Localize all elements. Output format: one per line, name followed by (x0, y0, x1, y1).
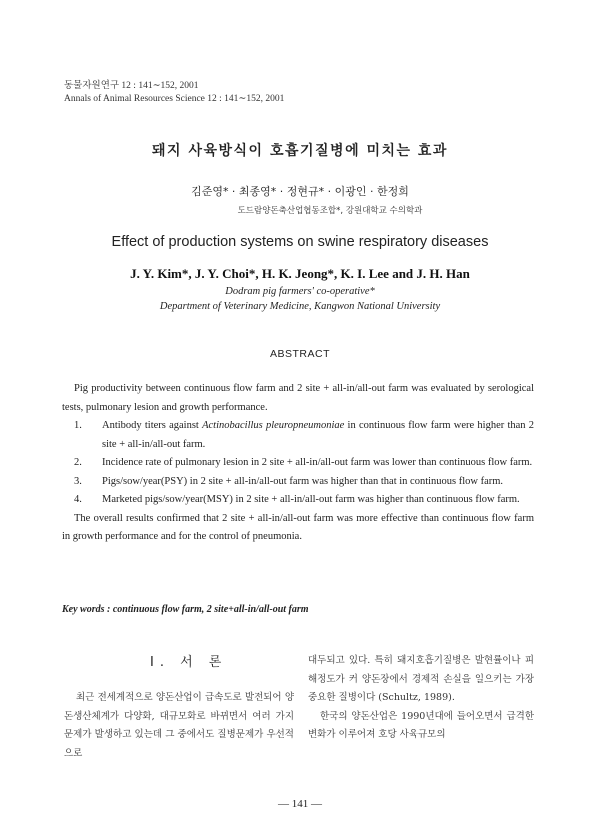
finding-text: Incidence rate of pulmonary lesion in 2 site + all-in/all-out farm was lower than continuous flow farm. (102, 457, 533, 468)
abstract-conclusion: The overall results confirmed that 2 site + all-in/all-out farm was more effective than continuous flow farm in growth performance and for the control of pneumonia. (62, 512, 534, 542)
affiliation-english-university: Department of Veterinary Medicine, Kangwon National University (159, 301, 441, 312)
finding-text-pre: Antibody titers against (102, 420, 203, 431)
abstract-finding (74, 473, 534, 492)
finding-text-post: in continuous flow farm were higher than 2 site + all-in/all-out farm. (102, 420, 534, 450)
abstract-finding (74, 454, 534, 473)
abstract-intro: Pig productivity between continuous flow farm and 2 site + all-in/all-out farm was evaluated by serological tests, pulmonary lesion and growth performance. (62, 383, 534, 413)
title-english: Effect of production systems on swine respiratory diseases (111, 234, 489, 250)
finding-text: Pigs/sow/year(PSY) in 2 site + all-in/all-out farm was higher than that in continuous flow farm. (102, 475, 504, 487)
abstract-findings-list (62, 417, 534, 510)
finding-number: 2. (74, 457, 82, 468)
journal-citation (64, 80, 284, 106)
abstract-body (62, 380, 534, 547)
intro-paragraph-1: 최근 전세계적으로 양돈산업이 급속도로 발전되어 양돈생산체계가 다양화, 대규모화로 바뀌면서 여러 가지 문제가 발생하고 있는데 그 중에서도 질병문제가 우선적으로 (64, 692, 294, 759)
finding-number: 1. (74, 420, 82, 431)
authors-english: J. Y. Kim*, J. Y. Choi*, H. K. Jeong*, K. I. Lee and J. H. Han (130, 266, 470, 281)
abstract-heading: ABSTRACT (269, 348, 330, 360)
body-column-right (308, 652, 534, 745)
finding-text: Marketed pigs/sow/year(MSY) in 2 site + all-in/all-out farm was higher than continuous flow farm. (102, 494, 520, 505)
intro-paragraph-1-continued: 대두되고 있다. 특히 돼지호흡기질병은 발현률이나 피해정도가 커 양돈장에서 경제적 손실을 일으키는 가장 중요한 질병이다 (Schultz, 1989). (308, 655, 534, 703)
journal-citation-ko: 동물자원연구 12 : 141∼152, 2001 (64, 81, 199, 91)
authors-korean: 김준영* · 최종영* · 정현규* · 이광인 · 한정희 (191, 185, 409, 198)
introduction-heading: Ⅰ. 서 론 (150, 655, 228, 670)
title-korean: 돼지 사육방식이 호흡기질병에 미치는 효과 (152, 143, 448, 159)
page-number: ― 141 ― (278, 798, 322, 810)
body-column-left (64, 689, 294, 763)
affiliation-korean: 도드람양돈축산업협동조합*, 강원대학교 수의학과 (237, 206, 423, 216)
intro-paragraph-2: 한국의 양돈산업은 1990년대에 들어오면서 급격한 변화가 이루어져 호당 사육규모의 (308, 710, 534, 740)
keywords: Key words : continuous flow farm, 2 site+all-in/all-out farm (62, 604, 309, 615)
finding-number: 3. (74, 475, 82, 487)
journal-citation-en: Annals of Animal Resources Science 12 : 141∼152, 2001 (64, 94, 285, 104)
finding-species-name: Actinobacillus pleuropneumoniae (202, 420, 345, 431)
abstract-finding (74, 491, 534, 510)
affiliation-english-coop: Dodram pig farmers' co-operative* (225, 286, 375, 297)
abstract-finding (74, 417, 534, 454)
finding-number: 4. (74, 494, 82, 505)
